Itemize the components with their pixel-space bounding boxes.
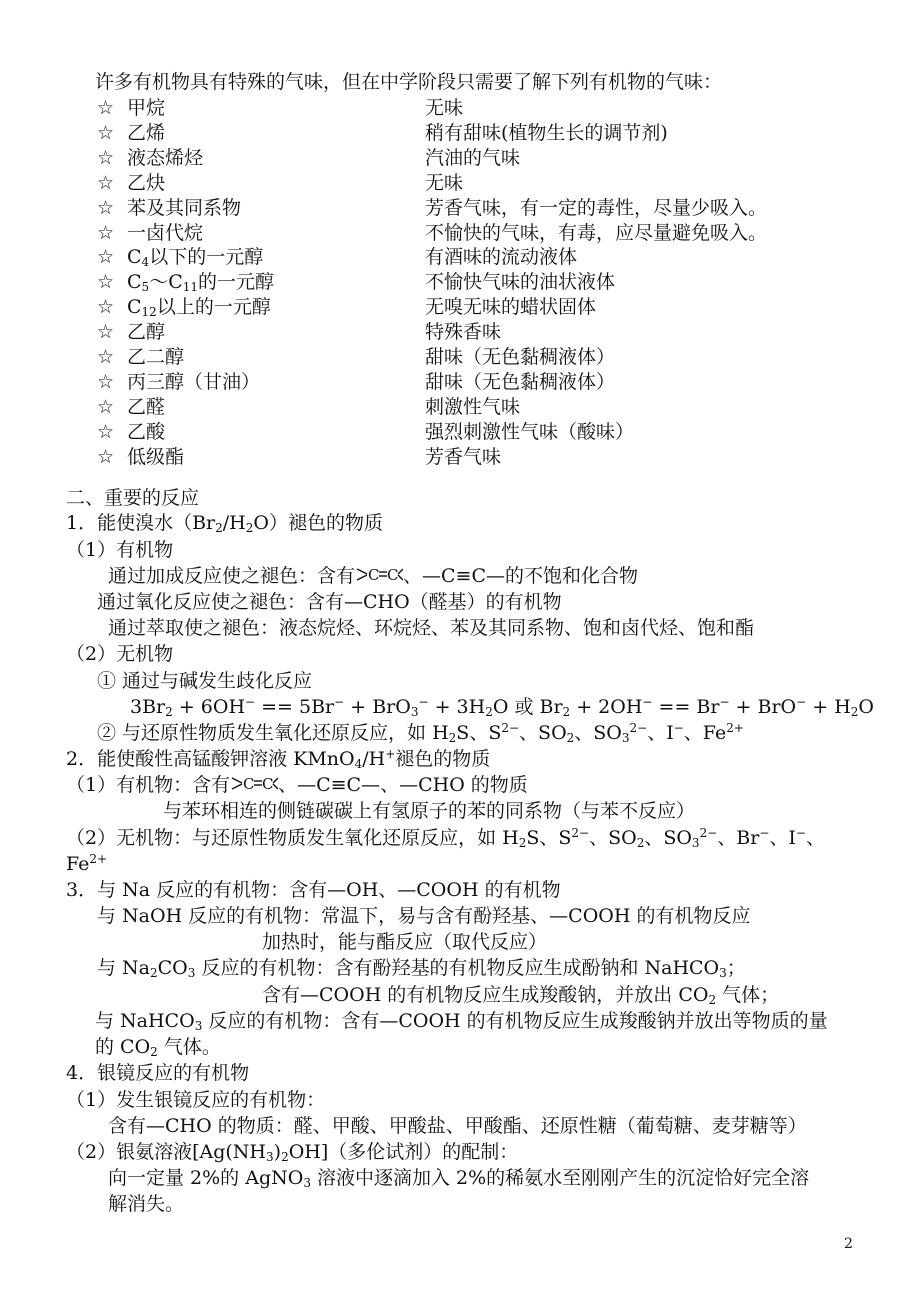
star-icon: ☆ — [97, 296, 115, 319]
s1-item2: ② 与还原性物质发生氧化还原反应，如 $H_2S$、$S^{2-}$、$SO_2$、$SO_3^{2-}$、I−、$Fe^{2+}$ — [97, 721, 744, 745]
odor-description: 芳香气味 — [425, 445, 502, 468]
odor-row — [97, 296, 271, 318]
odor-description: 不愉快气味的油状液体 — [425, 271, 616, 294]
star-icon: ☆ — [97, 97, 115, 119]
star-icon: ☆ — [97, 171, 115, 194]
odor-name: 乙烯 — [127, 121, 166, 144]
s3-naoh2-line: 加热时，能与酯反应（取代反应） — [262, 931, 548, 953]
s1-add-line: 通过加成反应使之褪色：含有 、—C≡C—的不饱和化合物 — [108, 565, 639, 587]
s1-ox-line: 通过氧化反应使之褪色：含有—CHO（醛基）的有机物 — [97, 591, 562, 613]
intro-line: 许多有机物具有特殊的气味，但在中学阶段只需要了解下列有机物的气味： — [95, 71, 723, 93]
odor-name: $C_4$以下的一元醇 — [127, 246, 264, 270]
odor-row — [97, 421, 165, 443]
odor-description: 无味 — [425, 171, 464, 194]
odor-name: 甲烷 — [127, 97, 166, 119]
odor-row — [97, 396, 165, 418]
s3-nahco3-line: 与 NaHCO$_3$ 反应的有机物：含有—COOH 的有机物反应生成羧酸钠并放出等物质的量 — [95, 1010, 828, 1033]
s3-na2co3-line: 与 $Na_2CO_3$ 反应的有机物：含有酚羟基的有机物反应生成酚钠和 NaHCO$_3$； — [97, 957, 746, 980]
page-number: 2 — [844, 1236, 853, 1252]
s1-ext-line: 通过萃取使之褪色：液态烷烃、环烷烃、苯及其同系物、饱和卤代烃、饱和酯 — [108, 617, 755, 639]
odor-description: 甜味（无色黏稠液体） — [425, 346, 616, 368]
s2-org2-line: 与苯环相连的侧链碳碳上有氢原子的苯的同系物（与苯不反应） — [163, 800, 696, 822]
star-icon: ☆ — [97, 370, 115, 393]
star-icon: ☆ — [97, 321, 115, 344]
odor-description: 芳香气味，有一定的毒性，尽量少吸入。 — [425, 196, 768, 219]
s1-sub1: （1）有机物 — [66, 539, 174, 561]
s2-org-line: （1）有机物：含有 、—C≡C—、—CHO 的物质 — [66, 774, 528, 796]
star-icon: ☆ — [97, 271, 115, 294]
star-icon: ☆ — [97, 246, 115, 269]
star-icon: ☆ — [97, 346, 115, 368]
odor-name: 乙酸 — [127, 420, 166, 443]
odor-row — [97, 371, 260, 393]
odor-row — [97, 172, 165, 194]
odor-row — [97, 122, 165, 144]
odor-description: 强烈刺激性气味（酸味） — [425, 420, 635, 443]
odor-description: 不愉快的气味，有毒，应尽量避免吸入。 — [425, 221, 768, 244]
s4-line3: 解消失。 — [108, 1193, 185, 1215]
odor-row — [97, 147, 203, 169]
star-icon: ☆ — [97, 221, 115, 244]
double-bond-icon — [230, 774, 278, 794]
odor-name: $C_{12}$以上的一元醇 — [127, 296, 271, 320]
odor-name: 乙醛 — [127, 395, 166, 418]
odor-description: 稍有甜味(植物生长的调节剂) — [425, 121, 668, 144]
odor-name: $C_5\sim C_{11}$的一元醇 — [127, 271, 275, 295]
odor-name: 乙醇 — [127, 321, 166, 344]
s2-title: 2．能使酸性高锰酸钾溶液 KMnO$_4$/H+褪色的物质 — [66, 747, 491, 771]
odor-row — [97, 97, 165, 119]
odor-row — [97, 197, 241, 219]
star-icon: ☆ — [97, 420, 115, 443]
odor-description: 有酒味的流动液体 — [425, 246, 578, 269]
s4-sub2: （2）银氨溶液$[Ag(NH_3)_2OH]$（多伦试剂）的配制： — [66, 1141, 519, 1164]
s4-line1: 含有—CHO 的物质：醛、甲酸、甲酸盐、甲酸酯、还原性糖（葡萄糖、麦芽糖等） — [108, 1115, 807, 1137]
star-icon: ☆ — [97, 196, 115, 219]
s1-equation: $3Br_2 + 6OH^- == 5Br^- + BrO_3^- + 3H_2O$ 或 $Br_2 + 2OH^- == Br^- + BrO^- + H_2O$ — [130, 695, 874, 719]
odor-name: 乙二醇 — [127, 346, 185, 368]
star-icon: ☆ — [97, 445, 115, 468]
star-icon: ☆ — [97, 395, 115, 418]
odor-name: 乙炔 — [127, 171, 166, 194]
odor-description: 特殊香味 — [425, 321, 502, 344]
section-heading: 二、重要的反应 — [66, 487, 200, 509]
odor-name: 低级酯 — [127, 445, 185, 468]
s4-line2: 向一定量 2%的 AgNO$_3$ 溶液中逐滴加入 2%的稀氨水至刚刚产生的沉淀恰好完全溶 — [108, 1167, 810, 1190]
s1-title: 1．能使溴水$(Br_2/H_2O)$褪色的物质 — [66, 512, 383, 535]
odor-row — [97, 446, 184, 468]
s3-na2co3-line2: 含有—COOH 的有机物反应生成羧酸钠，并放出 $CO_2$ 气体； — [262, 984, 780, 1007]
odor-description: 汽油的气味 — [425, 146, 521, 169]
s1-sub2: （2）无机物 — [66, 643, 174, 665]
s1-item1: ① 通过与碱发生歧化反应 — [97, 670, 313, 692]
s3-title: 3．与 Na 反应的有机物：含有—OH、—COOH 的有机物 — [66, 879, 561, 901]
star-icon: ☆ — [97, 121, 115, 144]
s4-sub1: （1）发生银镜反应的有机物： — [66, 1089, 326, 1111]
double-bond-icon — [355, 565, 403, 585]
s4-title: 4．银镜反应的有机物 — [66, 1062, 250, 1084]
s3-nahco3-line2: 的 $CO_2$ 气体。 — [95, 1036, 221, 1059]
odor-row — [97, 346, 184, 368]
odor-name: 丙三醇（甘油） — [127, 370, 261, 393]
odor-row — [97, 246, 263, 268]
s3-naoh-line: 与 NaOH 反应的有机物：常温下，易与含有酚羟基、—COOH 的有机物反应 — [97, 905, 751, 927]
odor-row — [97, 321, 165, 343]
s2-inorg-line: （2）无机物：与还原性物质发生氧化还原反应，如 $H_2S$、$S^{2-}$、$SO_2$、$SO_3^{2-}$、Br−、I−、 — [66, 826, 825, 850]
odor-description: 甜味（无色黏稠液体） — [425, 370, 616, 393]
odor-name: 液态烯烃 — [127, 146, 204, 169]
star-icon: ☆ — [97, 146, 115, 169]
odor-row — [97, 222, 203, 244]
odor-description: 无嗅无味的蜡状固体 — [425, 296, 597, 319]
odor-description: 刺激性气味 — [425, 395, 521, 418]
odor-row — [97, 271, 274, 293]
odor-name: 一卤代烷 — [127, 221, 204, 244]
s2-fe-line: $Fe^{2+}$ — [66, 852, 108, 875]
odor-name: 苯及其同系物 — [127, 196, 242, 219]
odor-description: 无味 — [425, 97, 464, 119]
